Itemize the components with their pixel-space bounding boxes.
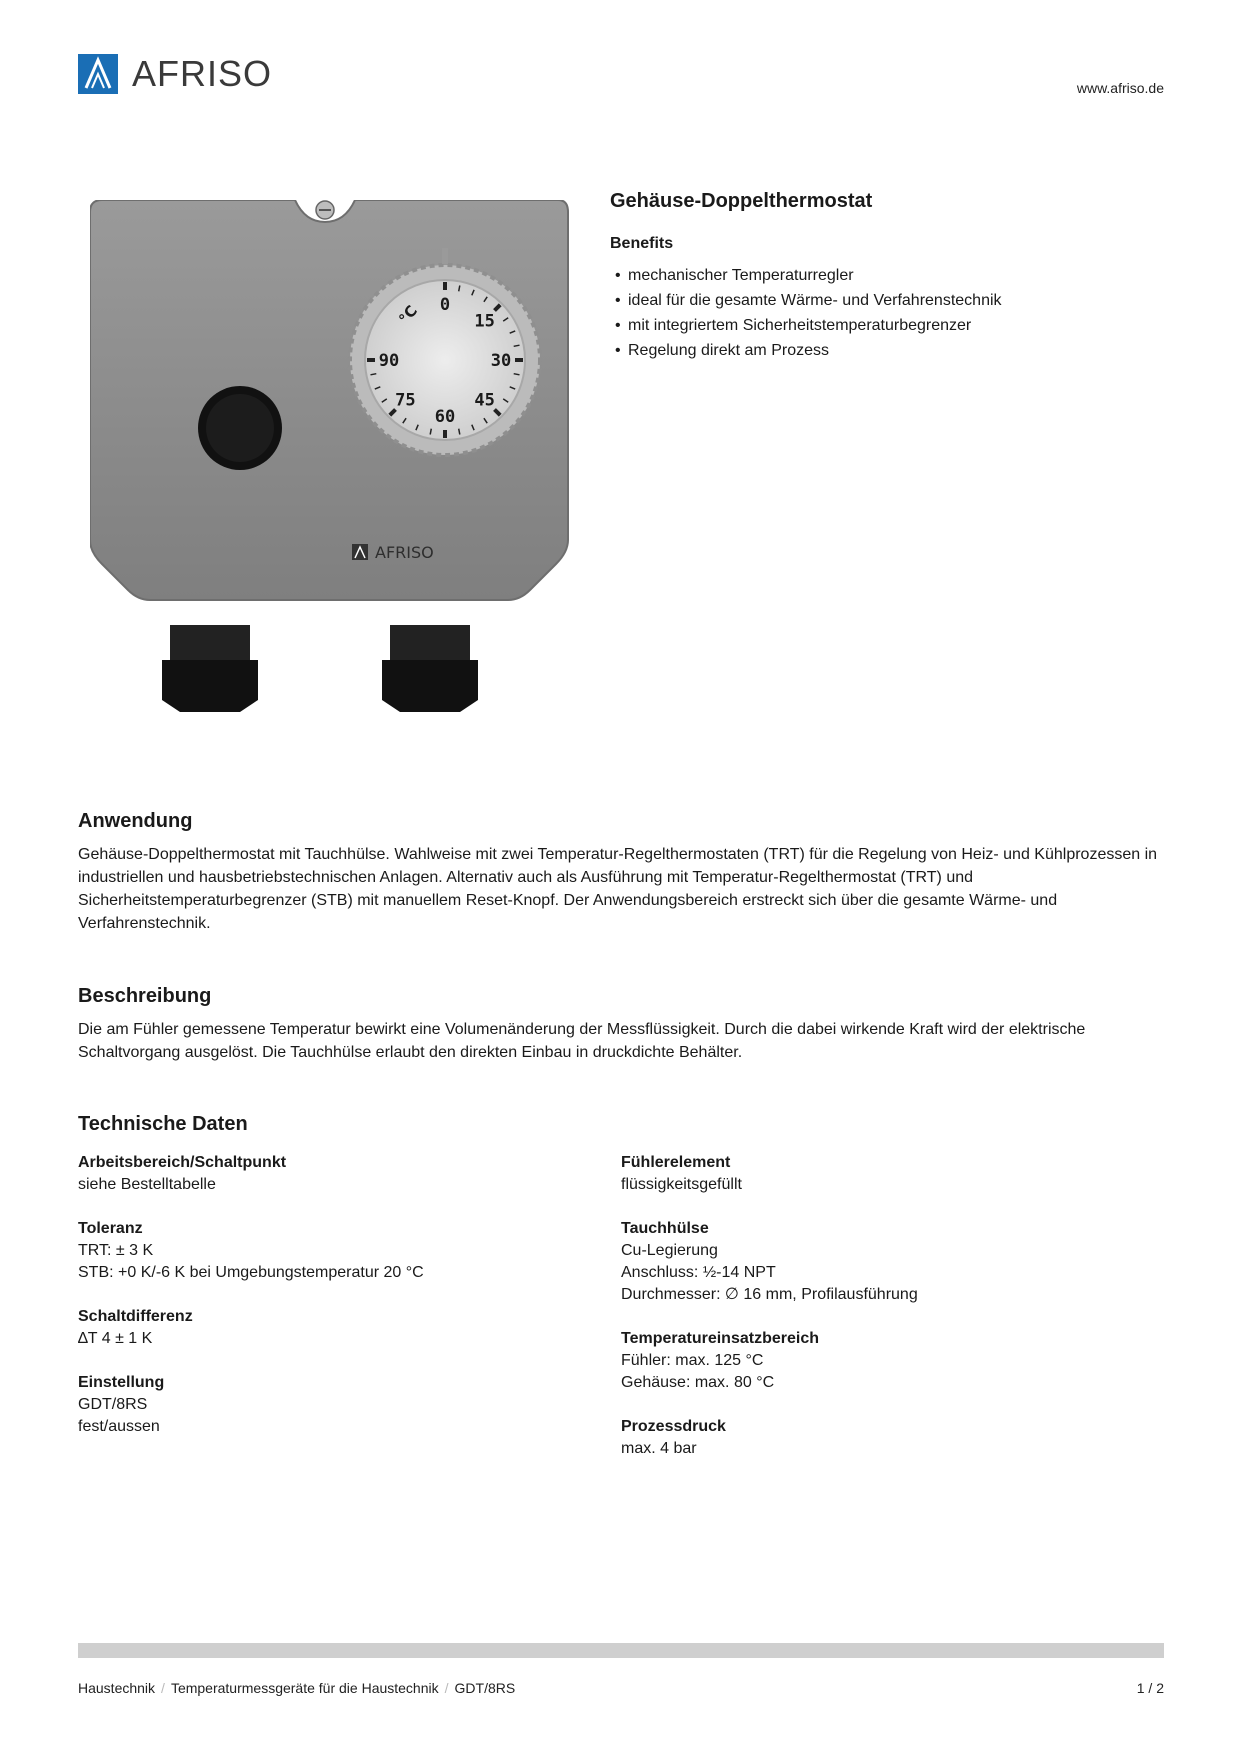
dial-label: 30 bbox=[490, 351, 512, 371]
product-title: Gehäuse-Doppelthermostat bbox=[610, 190, 873, 212]
benefit-item: • Regelung direkt am Prozess bbox=[610, 338, 1170, 363]
spec-prozessdruck bbox=[621, 1416, 1164, 1460]
bullet-icon: • bbox=[615, 317, 621, 334]
afriso-logo-icon bbox=[78, 54, 118, 94]
section-text-anwendung: Gehäuse-Doppelthermostat mit Tauchhülse. Wahlweise mit zwei Temperatur-Regelthermostaten (TRT) für die Regelung von Heiz- und Kühlprozessen in industriellen und hausbetriebstechnischen Anlagen. Alternativ auch als Ausführung mit Temperatur-Regelthermostat (TRT) und Sicherheitstemperaturbegrenzer (STB) mit manuellem Reset-Knopf. Der Anwendungsbereich erstreckt sich über die gesamte Wärme- und Verfahrenstechnik. bbox=[78, 846, 1158, 932]
dial-label: 90 bbox=[378, 351, 400, 371]
website-url[interactable]: www.afriso.de bbox=[1076, 80, 1164, 96]
benefit-item: • mechanischer Temperaturregler bbox=[610, 263, 1170, 288]
dial-label: 15 bbox=[474, 311, 495, 332]
section-title-anwendung: Anwendung bbox=[78, 810, 193, 832]
bullet-icon: • bbox=[615, 342, 621, 359]
breadcrumb-item-product[interactable]: GDT/8RS bbox=[454, 1680, 516, 1696]
spec-label: Arbeitsbereich/Schaltpunkt bbox=[78, 1154, 287, 1171]
technical-data bbox=[78, 1152, 1164, 1482]
svg-text:°C: °C bbox=[395, 301, 422, 328]
spec-label: Toleranz bbox=[78, 1220, 143, 1237]
spec-arbeitsbereich bbox=[78, 1152, 621, 1196]
breadcrumb-separator: / bbox=[161, 1680, 165, 1696]
spec-temperatureinsatzbereich bbox=[621, 1328, 1164, 1394]
section-anwendung bbox=[78, 810, 1164, 935]
section-beschreibung bbox=[78, 985, 1164, 1064]
spec-value: Anschluss: ½-14 NPT bbox=[621, 1264, 776, 1281]
dial-label: 60 bbox=[434, 407, 456, 427]
technical-data-left bbox=[78, 1152, 621, 1482]
section-title-beschreibung: Beschreibung bbox=[78, 985, 212, 1007]
benefits-list bbox=[610, 263, 1170, 363]
afriso-logo bbox=[78, 54, 272, 94]
svg-text:AFRISO: AFRISO bbox=[375, 543, 434, 562]
spec-label: Schaltdifferenz bbox=[78, 1308, 193, 1325]
spec-value: Cu-Legierung bbox=[621, 1242, 718, 1259]
benefit-item: • mit integriertem Sicherheitstemperaturbegrenzer bbox=[610, 313, 1170, 338]
bullet-icon: • bbox=[615, 292, 621, 309]
spec-value: Fühler: max. 125 °C bbox=[621, 1352, 764, 1369]
breadcrumb-separator: / bbox=[444, 1680, 449, 1696]
spec-toleranz bbox=[78, 1218, 621, 1284]
spec-fuehlerelement bbox=[621, 1152, 1164, 1196]
footer-bar bbox=[78, 1643, 1164, 1658]
dial-label: 45 bbox=[474, 390, 495, 411]
breadcrumb-item-temperaturmessgeraete[interactable]: Temperaturmessgeräte für die Haustechnik bbox=[170, 1680, 439, 1696]
section-text-beschreibung: Die am Fühler gemessene Temperatur bewirkt eine Volumenänderung der Messflüssigkeit. Durch die dabei wirkende Kraft wird der elektrische Schaltvorgang ausgelöst. Die Tauchhülse erlaubt den direkten Einbau in druckdichte Behälter. bbox=[78, 1021, 1086, 1061]
spec-tauchhuelse bbox=[621, 1218, 1164, 1306]
bullet-icon: • bbox=[615, 267, 621, 284]
technical-data-right bbox=[621, 1152, 1164, 1482]
section-title-technische-daten: Technische Daten bbox=[78, 1113, 248, 1135]
spec-value: flüssigkeitsgefüllt bbox=[621, 1176, 742, 1193]
spec-value: max. 4 bar bbox=[621, 1440, 697, 1457]
spec-value: ∆T 4 ± 1 K bbox=[78, 1330, 153, 1347]
spec-value: Gehäuse: max. 80 °C bbox=[621, 1374, 775, 1391]
page-number: 1 / 2 bbox=[1136, 1680, 1164, 1696]
spec-label: Fühlerelement bbox=[621, 1154, 731, 1171]
spec-value: siehe Bestelltabelle bbox=[78, 1176, 216, 1193]
benefits-title: Benefits bbox=[610, 235, 674, 252]
section-technische-daten bbox=[78, 1113, 1164, 1146]
spec-value: fest/aussen bbox=[78, 1418, 160, 1435]
spec-label: Einstellung bbox=[78, 1374, 165, 1391]
spec-value: GDT/8RS bbox=[78, 1396, 148, 1413]
cable-gland-left bbox=[162, 625, 258, 712]
spec-label: Prozessdruck bbox=[621, 1418, 726, 1435]
product-photo bbox=[90, 200, 580, 740]
dial-label: 75 bbox=[395, 390, 416, 411]
spec-schaltdifferenz bbox=[78, 1306, 621, 1350]
spec-label: Tauchhülse bbox=[621, 1220, 709, 1237]
cable-gland-right bbox=[382, 625, 478, 712]
product-header bbox=[610, 190, 1170, 363]
dial-label: 0 bbox=[439, 295, 451, 315]
breadcrumb-item-haustechnik[interactable]: Haustechnik bbox=[78, 1680, 156, 1696]
breadcrumb bbox=[78, 1680, 515, 1696]
spec-value: TRT: ± 3 K bbox=[78, 1242, 154, 1259]
device-logo bbox=[352, 543, 434, 562]
spec-einstellung bbox=[78, 1372, 621, 1438]
spec-value: STB: +0 K/-6 K bei Umgebungstemperatur 20 °C bbox=[78, 1264, 424, 1281]
spec-label: Temperatureinsatzbereich bbox=[621, 1330, 819, 1347]
brand-name: AFRISO bbox=[132, 53, 273, 94]
benefit-item: • ideal für die gesamte Wärme- und Verfahrenstechnik bbox=[610, 288, 1170, 313]
spec-value: Durchmesser: ∅ 16 mm, Profilausführung bbox=[621, 1286, 918, 1303]
